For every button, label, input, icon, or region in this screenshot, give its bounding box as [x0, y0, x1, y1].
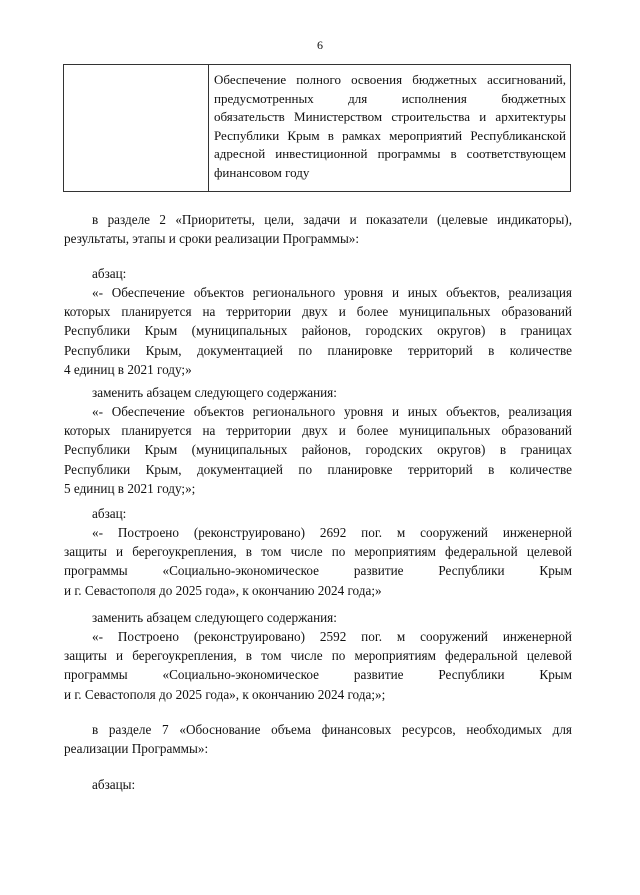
text-line: 5 единиц в 2021 году;»;	[64, 480, 196, 496]
text-line: которых планируется на территории двух и более муниципальных образований	[64, 304, 572, 320]
text-line: заменить абзацем следующего содержания:	[92, 610, 337, 625]
text-line: обязательств Министерством строительства и архитектуры	[214, 109, 566, 124]
text-line: абзац:	[92, 506, 127, 521]
page-number: 6	[317, 38, 323, 52]
text-line: в разделе 7 «Обоснование объема финансовых ресурсов, необходимых для	[92, 722, 572, 737]
paragraph-quote	[64, 627, 572, 704]
text-line: и г. Севастополя до 2025 года», к окончанию 2024 года;»	[64, 582, 382, 598]
text-line: программы «Социально-экономическое развитие Республики Крым	[64, 563, 572, 579]
text-line: «- Построено (реконструировано) 2592 пог. м сооружений инженерной	[92, 629, 572, 644]
text-line: «- Построено (реконструировано) 2692 пог. м сооружений инженерной	[92, 525, 572, 540]
text-line: «- Обеспечение объектов регионального уровня и иных объектов, реализация	[92, 285, 572, 300]
text-line: заменить абзацем следующего содержания:	[92, 385, 337, 400]
text-line: финансовом году	[214, 164, 310, 180]
paragraph-label	[64, 383, 572, 402]
text-line: адресной инвестиционной программы в соответствующем	[214, 146, 566, 161]
text-line: которых планируется на территории двух и более муниципальных образований	[64, 423, 572, 439]
paragraph-quote	[64, 523, 572, 600]
text-line: Республики Крым, документацией по планировке территорий в количестве	[64, 461, 572, 477]
paragraph-label	[64, 775, 572, 794]
paragraph-section-7-intro	[64, 720, 572, 758]
text-line: результаты, этапы и сроки реализации Программы»:	[64, 231, 360, 247]
paragraph-section-2-intro	[64, 210, 572, 248]
text-line: Обеспечение полного освоения бюджетных ассигнований,	[214, 72, 566, 87]
text-line: защиты и берегоукрепления, в том числе по мероприятиям федеральной целевой	[64, 648, 572, 664]
paragraph-quote	[64, 402, 572, 498]
text-line: Республики Крым в рамках мероприятий Республиканской	[214, 127, 566, 143]
text-line: Республики Крым, документацией по планировке территорий в количестве	[64, 342, 572, 358]
text-line: Республики Крым (муниципальных районов, городских округов) в границах	[64, 442, 572, 458]
text-line: абзацы:	[92, 777, 136, 792]
text-line: реализации Программы»:	[64, 741, 209, 757]
table	[63, 64, 571, 192]
paragraph-label	[64, 608, 572, 627]
table-right-cell	[214, 71, 566, 182]
text-line: «- Обеспечение объектов регионального уровня и иных объектов, реализация	[92, 404, 572, 419]
text-line: и г. Севастополя до 2025 года», к окончанию 2024 года;»;	[64, 686, 386, 702]
text-line: абзац:	[92, 266, 127, 281]
text-line: в разделе 2 «Приоритеты, цели, задачи и показатели (целевые индикаторы),	[92, 212, 572, 227]
text-line: 4 единиц в 2021 году;»	[64, 361, 192, 377]
paragraph-label	[64, 264, 572, 283]
text-line: предусмотренных для исполнения бюджетных	[214, 90, 566, 106]
paragraph-quote	[64, 283, 572, 379]
text-line: Республики Крым (муниципальных районов, городских округов) в границах	[64, 323, 572, 339]
paragraph-label	[64, 504, 572, 523]
text-line: защиты и берегоукрепления, в том числе по мероприятиям федеральной целевой	[64, 544, 572, 560]
text-line: программы «Социально-экономическое развитие Республики Крым	[64, 667, 572, 683]
table-left-cell	[64, 65, 209, 191]
